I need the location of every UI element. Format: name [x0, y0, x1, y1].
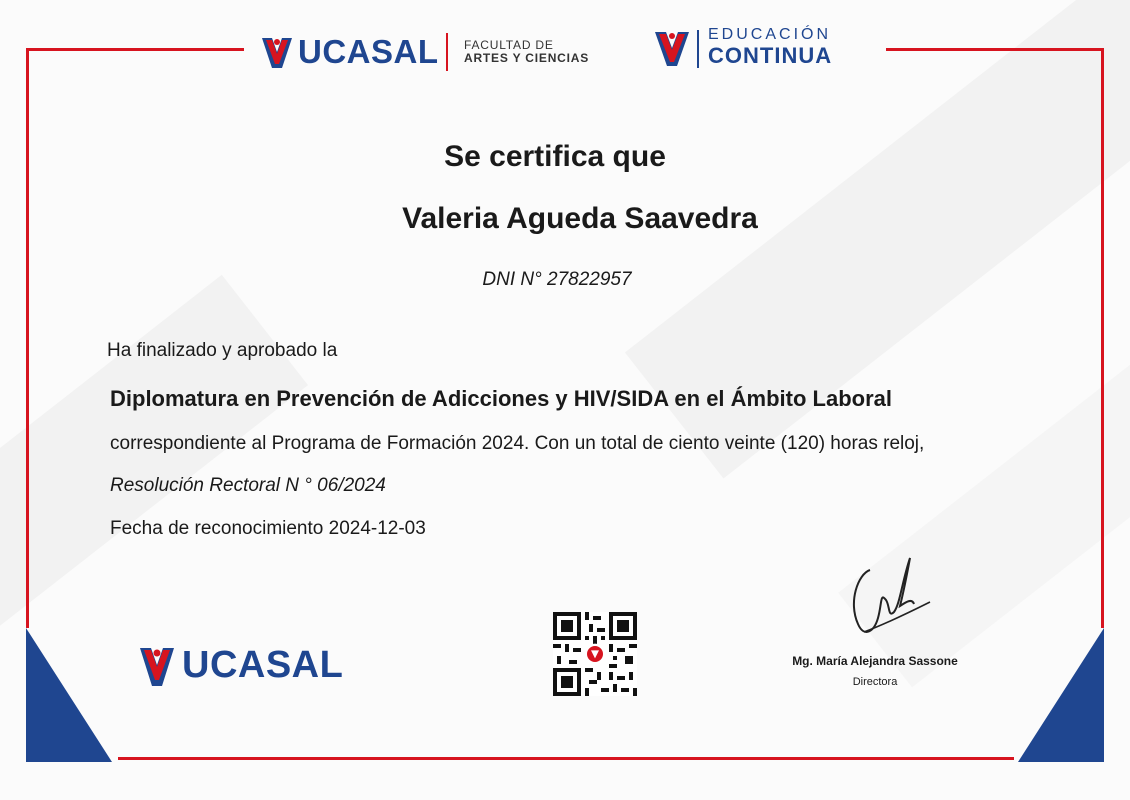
faculty-name	[464, 39, 589, 65]
ucasal-shield-icon	[262, 38, 292, 68]
signature-image	[840, 552, 940, 644]
signatory-role: Directora	[852, 676, 898, 688]
frame-left	[26, 48, 29, 628]
ucasal-wordmark: UCASAL	[298, 33, 439, 70]
educacion-continua-logo	[655, 28, 835, 72]
qr-code-icon[interactable]	[553, 612, 637, 696]
frame-bottom	[118, 757, 1014, 760]
header-divider	[446, 33, 448, 71]
footer-ucasal-logo	[140, 644, 360, 690]
intro-text: Ha finalizado y aprobado la	[107, 340, 338, 361]
program-text: correspondiente al Programa de Formación 2024. Con un total de ciento veinte (120) horas reloj,	[110, 433, 925, 454]
frame-top-right	[886, 48, 1104, 51]
certificate-title: Se certifica que	[444, 140, 666, 173]
ucasal-shield-icon	[140, 648, 174, 686]
frame-right	[1101, 48, 1104, 628]
edu-divider	[697, 30, 699, 68]
ucasal-shield-icon	[655, 32, 689, 68]
resolution-text: Resolución Rectoral N ° 06/2024	[110, 475, 386, 496]
recipient-name: Valeria Agueda Saavedra	[402, 202, 758, 235]
recognition-date: Fecha de reconocimiento 2024-12-03	[110, 518, 426, 539]
corner-triangle-right	[1018, 628, 1104, 762]
faculty-line2: ARTES Y CIENCIAS	[464, 51, 590, 65]
ucasal-wordmark: UCASAL	[182, 644, 344, 686]
course-name: Diplomatura en Prevención de Adicciones y HIV/SIDA en el Ámbito Laboral	[110, 386, 892, 411]
header-ucasal-logo	[262, 32, 442, 72]
faculty-line1: FACULTAD DE	[464, 38, 554, 52]
edu-line1: EDUCACIÓN	[708, 26, 832, 43]
signatory-name: Mg. María Alejandra Sassone	[792, 654, 958, 668]
corner-triangle-left	[26, 628, 112, 762]
edu-line2: CONTINUA	[708, 43, 833, 68]
frame-top-left	[26, 48, 244, 51]
recipient-dni: DNI N° 27822957	[482, 269, 632, 290]
